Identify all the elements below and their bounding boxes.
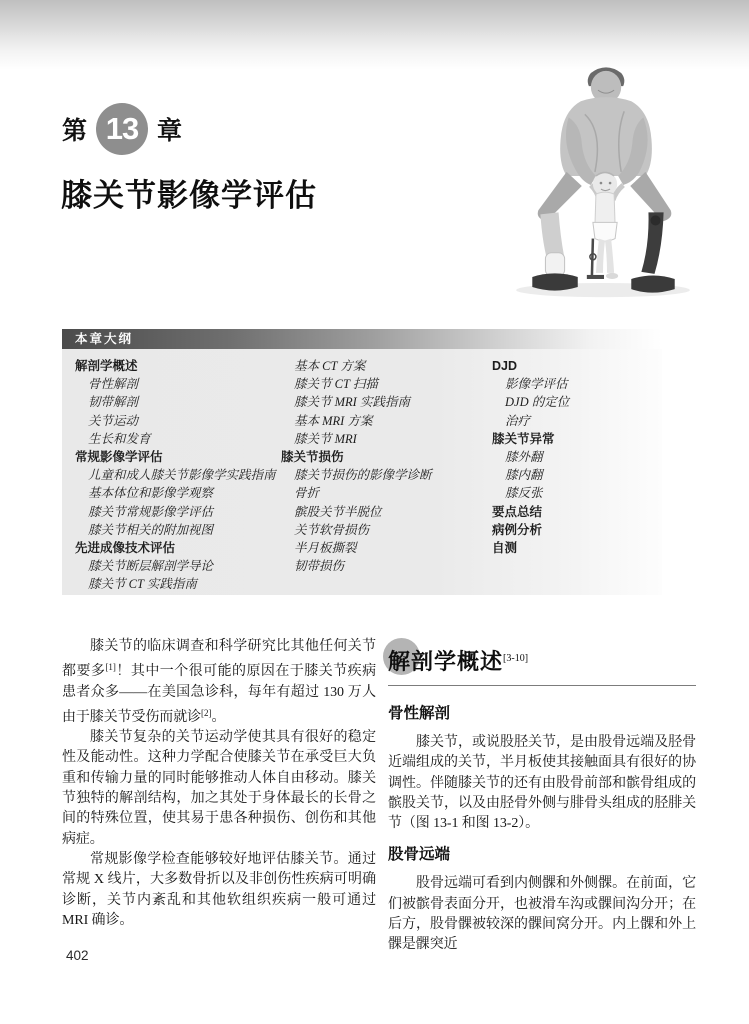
outline-column-3 [492,357,569,557]
chapter-number: 13 [105,111,139,146]
outline-item: 膝关节损伤的影像学诊断 [294,468,432,483]
subsection-bony-anatomy: 骨性解剖 [388,705,451,722]
ref-mark-3-10: [3-10] [503,653,529,664]
outline-item: 影像学评估 [505,377,568,392]
outline-item: 髌股关节半脱位 [294,504,382,519]
outline-item: 膝内翻 [505,468,543,483]
outline-item: 要点总结 [492,504,543,519]
ref-mark-2: [2] [201,707,212,718]
outline-body [62,349,662,595]
outline-item: 膝关节 MRI 实践指南 [294,395,410,410]
section-heading-rest: 剖学概述 [411,649,504,674]
section-heading-first-char: 解 [388,649,412,674]
chapter-illustration [502,58,704,302]
outline-item: 基本体位和影像学观察 [88,486,214,501]
outline-item: 基本 CT 方案 [294,359,366,373]
outline-item: 病例分析 [492,522,543,537]
subsection-distal-femur: 股骨远端 [388,846,451,864]
intro-p1-text: 膝关节的临床调查和科学研究比其他任何关节都要多 [62,639,376,680]
outline-item: 韧带解剖 [88,395,139,410]
outline-item: 解剖学概述 [75,359,138,373]
outline-item: 先进成像技术评估 [75,540,176,555]
page-number: 402 [66,948,89,963]
outline-item: 膝关节 CT 实践指南 [88,577,197,592]
outline-item: 儿童和成人膝关节影像学实践指南 [88,468,276,483]
intro-paragraph-3: 常规影像学检查能够较好地评估膝关节。通过常规 X 线片，大多数骨折以及非创伤性疾病可明确诊断，关节内紊乱和其他软组织疾病一般可通过 MRI 确诊。 [62,851,376,928]
outline-item: 骨折 [294,486,320,501]
outline-item: 关节软骨损伤 [294,522,370,537]
outline-item: 自测 [492,540,518,555]
outline-item: DJD 的定位 [505,395,570,410]
intro-p1-text: 。 [211,709,226,725]
outline-item: 膝关节 CT 扫描 [294,377,378,392]
intro-p1-text: ！其中一个很可能的原因在于膝关节疾病患者众多——在美国急诊科，每年有超过 130 万人由于膝关节受伤而就诊 [62,664,376,725]
intro-paragraph-1 [62,637,376,728]
outline-item: 膝外翻 [505,449,543,464]
outline-item: 膝关节 MRI [294,431,357,446]
anatomy-paragraph-1: 膝关节，或说股胫关节，是由股骨远端及胫骨近端组成的关节，半月板使其接触面具有很好的协调性。伴随膝关节的还有由股骨前部和髌骨组成的髌股关节，以及由胫骨外侧与腓骨头组成的胫腓关节（图 13-1 和图 13-2）。 [388,735,696,832]
man-helping-child-walk-drawing [502,58,704,302]
chapter-outline-box [62,329,662,595]
chapter-prefix: 第 [62,117,88,145]
chapter-suffix: 章 [157,117,183,145]
outline-item: 关节运动 [88,413,139,428]
outline-item: 膝关节异常 [492,431,555,446]
outline-item: 膝关节相关的附加视图 [88,522,214,537]
outline-column-2 [281,357,432,575]
outline-item: 膝关节损伤 [281,449,344,464]
outline-item: DJD [492,359,518,373]
outline-item: 基本 MRI 方案 [294,413,373,428]
outline-item: 骨性解剖 [88,377,139,392]
section-heading-anatomy [388,645,696,686]
outline-item: 常规影像学评估 [75,449,163,464]
body-column-left [62,637,376,931]
outline-item: 韧带损伤 [294,559,345,574]
page-title: 膝关节影像学评估 [61,178,317,213]
outline-item: 治疗 [505,413,531,428]
body-column-right [388,645,696,956]
ref-mark-1: [1] [105,662,116,673]
anatomy-paragraph-2: 股骨远端可看到内侧髁和外侧髁。在前面，它们被髌骨表面分开，也被滑车沟或髁间沟分开；在后方，股骨髁被较深的髁间窝分开。内上髁和外上髁是髁突近 [388,876,696,953]
outline-item: 膝反张 [505,486,543,501]
outline-item: 生长和发育 [88,431,151,446]
outline-item: 膝关节常规影像学评估 [88,504,214,519]
outline-header: 本章大纲 [62,329,662,349]
chapter-number-row [62,103,182,155]
outline-item: 半月板撕裂 [294,540,357,555]
outline-column-1 [75,357,276,593]
outline-item: 膝关节断层解剖学导论 [88,559,214,574]
section-heading-text [388,649,528,674]
intro-paragraph-2: 膝关节复杂的关节运动学使其具有很好的稳定性及能动性。这种力学配合使膝关节在承受巨大负重和传输力量的同时能够推动人体自由移动。膝关节独特的解剖结构，加之其处于身体最长的长骨之间的特殊位置，使其易于患各种损伤、创伤和其他病症。 [62,730,376,847]
chapter-number-badge [96,103,148,155]
